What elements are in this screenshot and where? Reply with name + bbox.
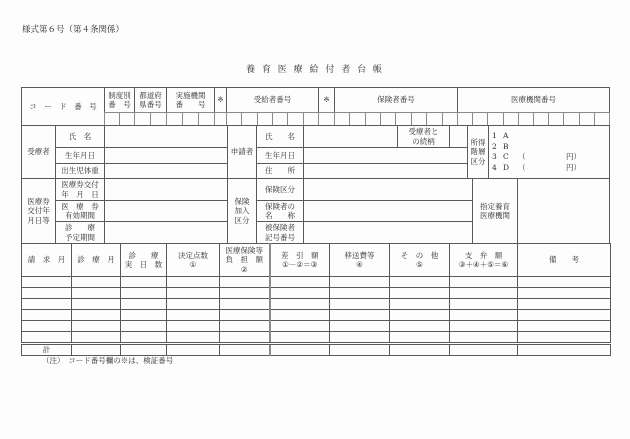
cell[interactable] [167,310,220,321]
cell[interactable] [270,288,330,299]
insurer-number-label [334,87,458,113]
insurance-type-field[interactable] [303,178,473,201]
recipient-number-digit[interactable] [226,112,242,126]
insurer-name-label [256,200,304,222]
cell[interactable] [220,277,270,288]
label-line: 住 所 [265,166,295,176]
agency-number-digit[interactable] [166,112,183,126]
relationship-label [397,125,450,148]
header-treatment-days: 診 療 実 日 数 [121,244,167,277]
label-line: 都道府 [139,90,162,100]
relationship-field[interactable] [449,125,468,148]
cell[interactable] [121,321,167,332]
cell[interactable] [518,299,611,310]
label-line: 申請者 [230,147,254,157]
patient-name-label [55,125,105,148]
label-line: 受療者 [27,147,50,157]
insurer-number-digit[interactable] [411,112,427,126]
header-transport-cost: 移送費等 ④ [330,244,390,277]
label-line: 有効期間 [65,211,95,220]
label-line: の続柄 [412,136,435,146]
cell[interactable] [121,332,167,344]
option-class: C [503,152,509,161]
total-cell[interactable] [450,344,518,356]
label-line: 生年月日 [265,150,295,160]
cell[interactable] [390,321,450,332]
applicant-birth-date-field[interactable] [303,147,468,164]
label-line: 被保険者 [265,223,295,233]
cell[interactable] [220,299,270,310]
option-class: A [503,131,509,140]
label-line: 階層 [470,147,486,157]
applicant-name-field[interactable] [303,125,398,148]
cell[interactable] [330,299,390,310]
cell[interactable] [330,288,390,299]
label-line: 受療者と [408,127,439,137]
total-cell[interactable] [220,344,270,356]
table-row [22,310,611,321]
header-insurance-burden: 医療保険等 負 担 額 ② [220,244,270,277]
agency-number-digit[interactable] [182,112,199,126]
cell[interactable] [518,310,611,321]
insurance-type-label [256,178,304,201]
label-line: 名 称 [265,211,295,220]
label-line: 番 号 [175,100,206,109]
birth-weight-label [55,163,105,179]
total-cell[interactable] [518,344,611,356]
applicant-address-field[interactable] [303,163,468,179]
cell[interactable] [330,277,390,288]
income-class-option-c[interactable] [492,152,610,163]
ticket-valid-period-field[interactable] [104,200,228,222]
total-cell[interactable] [167,344,220,356]
cell[interactable] [390,277,450,288]
label-line: ※ [323,95,330,105]
header-difference: 差 引 額 ①－②＝③ [270,244,330,277]
cell[interactable] [72,332,121,344]
cell[interactable] [220,321,270,332]
system-number-digit[interactable] [119,112,135,126]
table-row [22,299,611,310]
label-line: 交付年 [27,206,50,216]
medical-institution-number-label [457,87,610,113]
amount-open-paren: （ [518,152,526,161]
planned-treatment-period-label [55,221,105,244]
cell[interactable] [390,332,450,344]
form-title: 養 育 医 療 給 付 者 台 帳 [246,65,384,75]
medical-institution-number-digit[interactable] [503,112,519,126]
income-class-option-b[interactable] [492,142,610,153]
recipient-number-digit[interactable] [241,112,258,126]
label-line: 医 療 券 [61,201,99,211]
recipient-number-digit[interactable] [303,112,319,126]
label-line: 年 月 日 [61,189,99,199]
cell[interactable] [450,321,518,332]
label-line: 医療券 [27,196,50,206]
label-line: 県番号 [139,100,162,109]
cell[interactable] [167,288,220,299]
planned-treatment-period-field[interactable] [104,221,228,244]
option-number: 2 [492,141,497,151]
header-decided-points: 決定点数 ① [167,244,220,277]
insurance-section-label [227,178,257,244]
total-row [22,344,611,356]
ticket-issue-date-field[interactable] [104,178,228,201]
cell[interactable] [220,310,270,321]
insurer-name-field[interactable] [303,200,473,222]
label-line: 医療機関 [480,211,510,220]
option-class: D [503,162,510,172]
cell[interactable] [390,299,450,310]
cell[interactable] [22,332,72,344]
label-line: 保険区分 [265,184,295,194]
label-line: 区分 [470,156,486,166]
medical-institution-number-digit[interactable] [457,112,473,126]
insurer-number-digit[interactable] [442,112,458,126]
cell[interactable] [270,310,330,321]
designated-institution-label [472,178,518,244]
recipient-number-digit[interactable] [272,112,288,126]
header-payment-amount: 支 弁 額 ③＋④＋⑤＝⑥ [450,244,518,277]
cell[interactable] [450,332,518,344]
amount-unit: 円） [566,152,581,161]
patient-birth-date-field[interactable] [104,147,228,164]
insurer-number-digit[interactable] [380,112,396,126]
option-number: 1 [492,131,497,140]
prefecture-number-label [134,87,167,113]
cell[interactable] [330,321,390,332]
cell[interactable] [518,277,611,288]
label-line: 生年月日 [65,150,95,160]
total-cell[interactable] [390,344,450,356]
label-line: 番 号 [108,100,131,109]
label-line: ※ [217,95,224,105]
table-row [22,277,611,288]
label-line: 保険 [234,196,250,206]
insurer-number-digit[interactable] [334,112,350,126]
label-line: 氏 名 [68,131,92,141]
medical-institution-number-digit[interactable] [594,112,610,126]
medical-institution-number-digit[interactable] [563,112,580,126]
insurer-number-digit[interactable] [365,112,381,126]
cell[interactable] [121,310,167,321]
label-line: 保険者の [265,201,295,211]
insurer-number-digit[interactable] [395,112,412,126]
label-line: 月日等 [27,215,50,225]
cell[interactable] [220,332,270,344]
cell[interactable] [330,310,390,321]
label-line: 予定期間 [65,232,95,242]
total-cell[interactable] [72,344,121,356]
recipient-number-digit[interactable] [257,112,273,126]
agency-number-label [166,87,215,113]
insured-number-field[interactable] [303,221,473,244]
medical-institution-number-digit[interactable] [548,112,564,126]
cell[interactable] [518,321,611,332]
medical-institution-number-digit[interactable] [472,112,488,126]
label-line: 受給者番号 [253,95,292,105]
header-other: そ の 他 ⑤ [390,244,450,277]
prefecture-number-digit[interactable] [150,112,167,126]
label-line: 医療券交付 [61,180,99,190]
insured-number-label [256,221,304,244]
cell[interactable] [121,288,167,299]
label-line: 診 療 [65,223,95,233]
label-line: 所得 [470,137,486,147]
cell[interactable] [270,321,330,332]
total-cell[interactable] [270,344,330,356]
footnote: （注） コード番号欄の※は、検証番号 [42,356,174,365]
medical-institution-number-digit[interactable] [533,112,549,126]
cell[interactable] [390,310,450,321]
medical-institution-number-digit[interactable] [487,112,504,126]
form-number: 様式第６号（第４条関係） [22,25,125,35]
medical-institution-number-digit[interactable] [518,112,534,126]
ticket-issue-date-label [55,178,105,201]
cell[interactable] [270,332,330,344]
total-cell[interactable] [121,344,167,356]
cell[interactable] [72,277,121,288]
label-line: 保険者番号 [377,95,415,105]
check-digit-mark-2 [318,87,335,113]
cell[interactable] [390,288,450,299]
system-number-label [104,87,135,113]
header-treatment-month: 診 療 月 [72,244,121,277]
recipient-number-digit[interactable] [287,112,304,126]
income-class-option-a[interactable] [492,131,610,142]
birth-weight-field[interactable] [104,163,228,179]
medical-ticket-section-label [21,178,56,244]
label-line: 氏 名 [265,131,295,141]
cell[interactable] [450,310,518,321]
check-digit-2[interactable] [318,112,335,126]
cell[interactable] [450,288,518,299]
cell[interactable] [450,299,518,310]
income-class-label [467,125,489,179]
cell[interactable] [121,299,167,310]
label-line: 制度別 [108,90,131,100]
medical-institution-number-digit[interactable] [579,112,595,126]
cell[interactable] [167,299,220,310]
cell[interactable] [270,277,330,288]
cell[interactable] [330,332,390,344]
label-line: 区分 [234,215,250,225]
cell[interactable] [167,277,220,288]
income-class-options [488,125,610,179]
cell[interactable] [270,299,330,310]
cell[interactable] [22,277,72,288]
applicant-section-label [227,125,257,179]
income-class-option-d[interactable] [492,163,610,174]
cell[interactable] [22,321,72,332]
designated-institution-field[interactable] [517,178,610,244]
cell[interactable] [450,277,518,288]
applicant-address-label [256,163,304,179]
billing-table [21,243,611,356]
label-line: 医療機関番号 [511,95,556,105]
cell[interactable] [167,332,220,344]
agency-number-digit[interactable] [198,112,215,126]
applicant-birth-date-label [256,147,304,164]
cell[interactable] [220,288,270,299]
patient-birth-date-label [55,147,105,164]
table-row [22,321,611,332]
patient-section-label [21,125,56,179]
option-number: 4 [492,162,497,172]
cell[interactable] [22,299,72,310]
insurer-number-digit[interactable] [426,112,443,126]
code-number-label [21,87,105,126]
label-line: 実施機関 [175,90,206,100]
amount-open-paren: （ [518,162,526,172]
option-class: B [503,141,509,151]
cell[interactable] [121,277,167,288]
label-line: 指定養育 [480,201,510,211]
table-row [22,288,611,299]
cell[interactable] [167,321,220,332]
insurer-number-digit[interactable] [349,112,366,126]
cell[interactable] [518,332,611,344]
prefecture-number-digit[interactable] [134,112,151,126]
system-number-digit[interactable] [104,112,120,126]
cell[interactable] [72,310,121,321]
cell[interactable] [22,288,72,299]
cell[interactable] [518,288,611,299]
cell[interactable] [72,288,121,299]
label-line: 加入 [234,206,250,216]
total-label: 計 [22,344,72,356]
patient-name-field[interactable] [104,125,228,148]
amount-unit: 円） [566,162,581,172]
header-remarks: 備 考 [518,244,611,277]
table-row [22,332,611,344]
label-line: 出生児体重 [61,166,99,176]
cell[interactable] [22,310,72,321]
billing-header-row [22,244,611,277]
total-cell[interactable] [330,344,390,356]
cell[interactable] [72,299,121,310]
header-claim-month: 請 求 月 [22,244,72,277]
option-number: 3 [492,152,497,161]
cell[interactable] [72,321,121,332]
label-line: 記号番号 [265,232,295,242]
recipient-number-label [226,87,319,113]
ticket-valid-period-label [55,200,105,222]
code-number-label-text: コ ー ド 番 号 [29,101,97,111]
applicant-name-label [256,125,304,148]
